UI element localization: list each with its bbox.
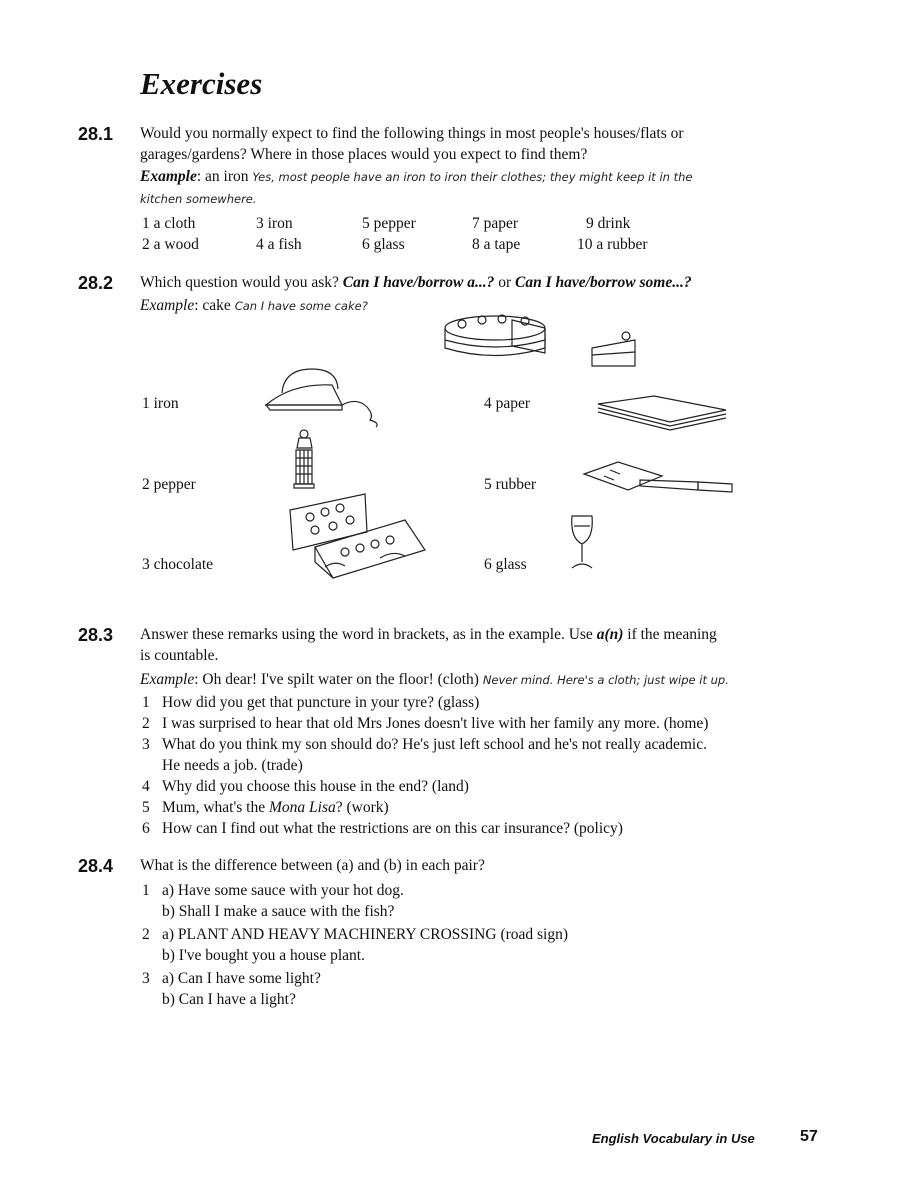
list-item: 9 drink xyxy=(586,215,631,232)
question-text: Which question would you ask? xyxy=(140,274,339,291)
list-item xyxy=(142,968,842,989)
exercise-28-3-question xyxy=(140,624,840,666)
list-item xyxy=(142,818,842,839)
example-colon: : xyxy=(196,168,202,185)
exercise-28-2-question xyxy=(140,272,840,293)
wine-glass-icon xyxy=(568,512,598,576)
question-line: Would you normally expect to find the following things in most people's houses/flats or xyxy=(140,125,684,142)
item-number: 1 xyxy=(142,882,150,899)
exercise-number-28-2: 28.2 xyxy=(78,273,114,293)
iron-icon xyxy=(262,365,392,425)
item-number: 2 xyxy=(142,926,150,943)
item-number: 4 xyxy=(142,778,150,795)
page-number: 57 xyxy=(800,1128,818,1145)
exercise-number-28-4: 28.4 xyxy=(78,856,114,876)
item-number: 3 xyxy=(142,736,150,753)
list-item: 3 iron xyxy=(256,215,293,232)
question-text: if the meaning xyxy=(627,626,717,643)
exercise-28-1-example xyxy=(140,166,830,188)
question-option-2: Can I have/borrow some...? xyxy=(515,274,692,291)
list-item xyxy=(142,734,842,755)
list-item xyxy=(142,713,842,734)
item-text: I was surprised to hear that old Mrs Jones doesn't live with her family any more. (home) xyxy=(162,715,709,732)
chocolate-box-icon xyxy=(285,492,430,580)
item-text: b) I've bought you a house plant. xyxy=(162,947,365,964)
example-answer: Can I have some cake? xyxy=(234,299,368,313)
list-item: 5 rubber xyxy=(484,476,537,493)
item-text: What do you think my son should do? He's just left school and he's not really academic. xyxy=(162,736,707,753)
item-title: Mona Lisa xyxy=(268,799,336,816)
item-text: b) Shall I make a sauce with the fish? xyxy=(162,903,395,920)
item-text: ? (work) xyxy=(335,799,389,816)
list-item xyxy=(142,797,842,818)
list-item: 6 glass xyxy=(484,556,527,573)
list-item: 2 pepper xyxy=(142,476,196,493)
example-text: : Oh dear! I've spilt water on the floor! (cloth) xyxy=(194,671,479,688)
example-answer: Never mind. Here's a cloth; just wipe it up. xyxy=(482,673,729,687)
item-number: 2 xyxy=(142,715,150,732)
item-text: a) PLANT AND HEAVY MACHINERY CROSSING (road sign) xyxy=(162,926,569,943)
example-label: Example xyxy=(140,671,195,688)
list-item xyxy=(142,880,842,901)
item-number: 5 xyxy=(142,799,150,816)
list-item: 5 pepper xyxy=(362,215,416,232)
list-item: 4 paper xyxy=(484,395,531,412)
example-word: : cake xyxy=(194,297,231,314)
list-item xyxy=(142,924,842,945)
question-line: is countable. xyxy=(140,647,219,664)
exercise-28-4-question: What is the difference between (a) and (b) in each pair? xyxy=(140,857,485,874)
item-number: 1 xyxy=(142,694,150,711)
example-word: an iron xyxy=(205,168,249,185)
list-item: 7 paper xyxy=(472,215,519,232)
exercise-28-3-example xyxy=(140,669,840,691)
question-or: or xyxy=(498,274,512,291)
list-item: 2 a wood xyxy=(142,236,199,253)
page-title: Exercises xyxy=(140,66,263,101)
item-text: Why did you choose this house in the end? (land) xyxy=(162,778,469,795)
question-option-1: Can I have/borrow a...? xyxy=(342,274,495,291)
list-item: 1 iron xyxy=(142,395,179,412)
cake-slice-icon xyxy=(590,330,640,370)
pepper-mill-icon xyxy=(290,428,320,492)
question-line: garages/gardens? Where in those places would you expect to find them? xyxy=(140,146,588,163)
item-number: 6 xyxy=(142,820,150,837)
item-text: a) Can I have some light? xyxy=(162,970,321,987)
list-item: 8 a tape xyxy=(472,236,521,253)
example-label: Example xyxy=(140,168,197,185)
list-item: 4 a fish xyxy=(256,236,302,253)
exercise-number-28-1: 28.1 xyxy=(78,124,114,144)
item-text: a) Have some sauce with your hot dog. xyxy=(162,882,404,899)
item-text-cont: He needs a job. (trade) xyxy=(162,757,303,774)
eraser-pencil-icon xyxy=(580,460,740,500)
item-text: Mum, what's the xyxy=(162,799,266,816)
item-text: How did you get that puncture in your tyre? (glass) xyxy=(162,694,480,711)
book-title: English Vocabulary in Use xyxy=(592,1131,755,1146)
cake-icon xyxy=(440,308,560,368)
list-item: 6 glass xyxy=(362,236,405,253)
exercise-28-2-example xyxy=(140,295,368,317)
list-item xyxy=(142,692,842,713)
exercise-28-1-question xyxy=(140,123,830,165)
paper-stack-icon xyxy=(594,392,734,432)
list-item xyxy=(142,776,842,797)
item-text: b) Can I have a light? xyxy=(162,991,296,1008)
item-text: How can I find out what the restrictions are on this car insurance? (policy) xyxy=(162,820,623,837)
question-an: a(n) xyxy=(596,626,624,643)
question-text: Answer these remarks using the word in brackets, as in the example. Use xyxy=(140,626,593,643)
example-answer: Yes, most people have an iron to iron their clothes; they might keep it in the xyxy=(252,170,693,184)
example-label: Example xyxy=(140,297,195,314)
exercise-number-28-3: 28.3 xyxy=(78,625,114,645)
list-item: 1 a cloth xyxy=(142,215,196,232)
example-answer-cont: kitchen somewhere. xyxy=(140,192,257,206)
item-number: 3 xyxy=(142,970,150,987)
list-item: 3 chocolate xyxy=(142,556,214,573)
list-item: 10 a rubber xyxy=(577,236,648,253)
